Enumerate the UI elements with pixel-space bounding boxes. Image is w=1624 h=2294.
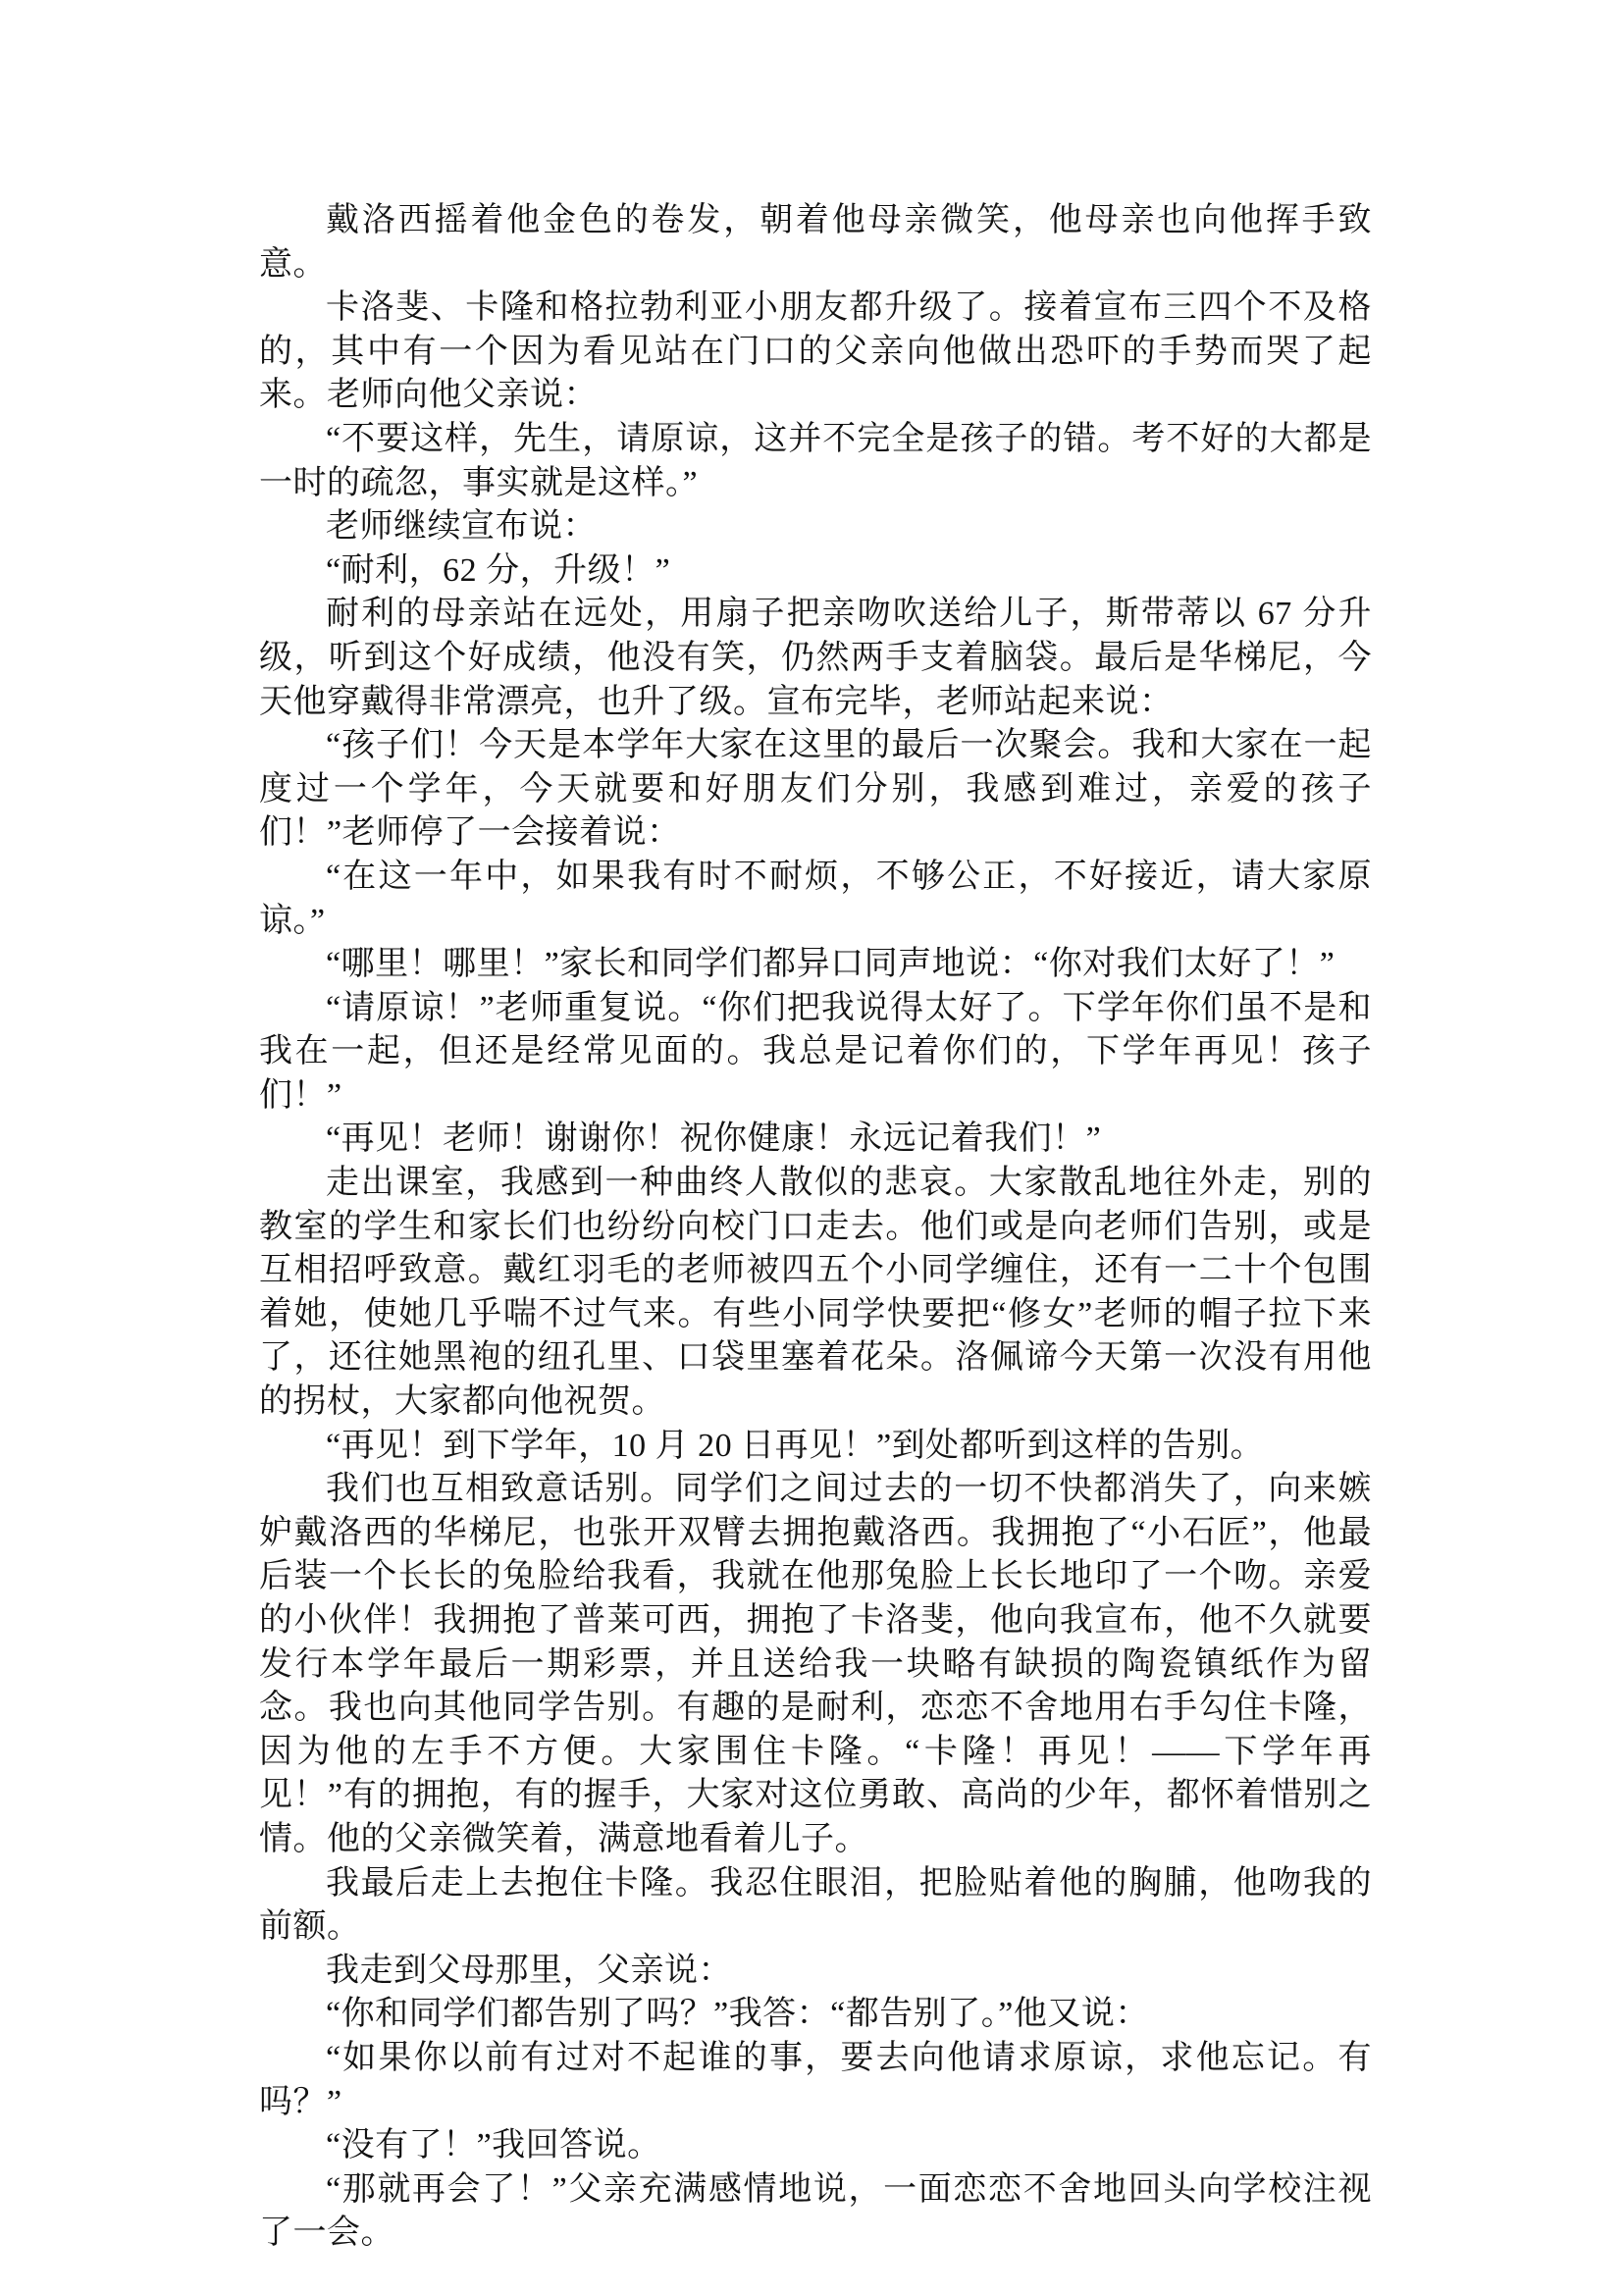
paragraph: 卡洛斐、卡隆和格拉勃利亚小朋友都升级了。接着宣布三四个不及格的，其中有一个因为看见站在门口的父亲向他做出恐吓的手势而哭了起来。老师向他父亲说： [259,289,1372,414]
page-text-block [259,199,1372,2256]
paragraph: 我走到父母那里，父亲说： [326,1952,732,1989]
paragraph: “在这一年中，如果我有时不耐烦，不够公正，不好接近，请大家原谅。” [259,858,1372,939]
paragraph: “孩子们！今天是本学年大家在这里的最后一次聚会。我和大家在一起度过一个学年，今天就要和好朋友们分别，我感到难过，亲爱的孩子们！”老师停了一会接着说： [259,727,1372,852]
paragraph: “请原谅！”老师重复说。“你们把我说得太好了。下学年你们虽不是和我在一起，但还是经常见面的。我总是记着你们的，下学年再见！孩子们！” [259,989,1372,1114]
paragraph: “如果你以前有过对不起谁的事，要去向他请求原谅，求他忘记。有吗？” [259,2039,1372,2120]
paragraph: “那就再会了！”父亲充满感情地说，一面恋恋不舍地回头向学校注视了一会。 [259,2170,1372,2252]
paragraph: 耐利的母亲站在远处，用扇子把亲吻吹送给儿子，斯带蒂以 67 分升级，听到这个好成绩，他没有笑，仍然两手支着脑袋。最后是华梯尼，今天他穿戴得非常漂亮，也升了级。宣布完毕，老师站起来说： [259,596,1372,720]
paragraph: 走出课室，我感到一种曲终人散似的悲哀。大家散乱地往外走，别的教室的学生和家长们也纷纷向校门口走去。他们或是向老师们告别，或是互相招呼致意。戴红羽毛的老师被四五个小同学缠住，还有一二十个包围着她，使她几乎喘不过气来。有些小同学快要把“修女”老师的帽子拉下来了，还往她黑袍的纽孔里、口袋里塞着花朵。洛佩谛今天第一次没有用他的拐杖，大家都向他祝贺。 [259,1165,1372,1421]
paragraph: 我们也互相致意话别。同学们之间过去的一切不快都消失了，向来嫉妒戴洛西的华梯尼，也张开双臂去拥抱戴洛西。我拥抱了“小石匠”，他最后装一个长长的兔脸给我看，我就在他那兔脸上长长地印了一个吻。亲爱的小伙伴！我拥抱了普莱可西，拥抱了卡洛斐，他向我宣布，他不久就要发行本学年最后一期彩票，并且送给我一块略有缺损的陶瓷镇纸作为留念。我也向其他同学告别。有趣的是耐利，恋恋不舍地用右手勾住卡隆，因为他的左手不方便。大家围住卡隆。“卡隆！再见！——下学年再见！”有的拥抱，有的握手，大家对这位勇敢、高尚的少年，都怀着惜别之情。他的父亲微笑着，满意地看着儿子。 [259,1471,1372,1857]
paragraph: “再见！到下学年，10 月 20 日再见！”到处都听到这样的告别。 [326,1427,1265,1464]
paragraph: 老师继续宣布说： [326,508,597,546]
paragraph: “哪里！哪里！”家长和同学们都异口同声地说：“你对我们太好了！” [326,946,1336,983]
paragraph: “没有了！”我回答说。 [326,2127,661,2164]
paragraph: “再见！老师！谢谢你！祝你健康！永远记着我们！” [326,1121,1102,1158]
paragraph: “耐利，62 分，升级！” [326,551,671,589]
paragraph: “你和同学们都告别了吗？”我答：“都告别了。”他又说： [326,1996,1149,2033]
paragraph: 我最后走上去抱住卡隆。我忍住眼泪，把脸贴着他的胸脯，他吻我的前额。 [259,1864,1372,1946]
paragraph: 戴洛西摇着他金色的卷发，朝着他母亲微笑，他母亲也向他挥手致意。 [259,202,1372,283]
paragraph: “不要这样，先生，请原谅，这并不完全是孩子的错。考不好的大都是一时的疏忽，事实就是这样。” [259,420,1372,501]
